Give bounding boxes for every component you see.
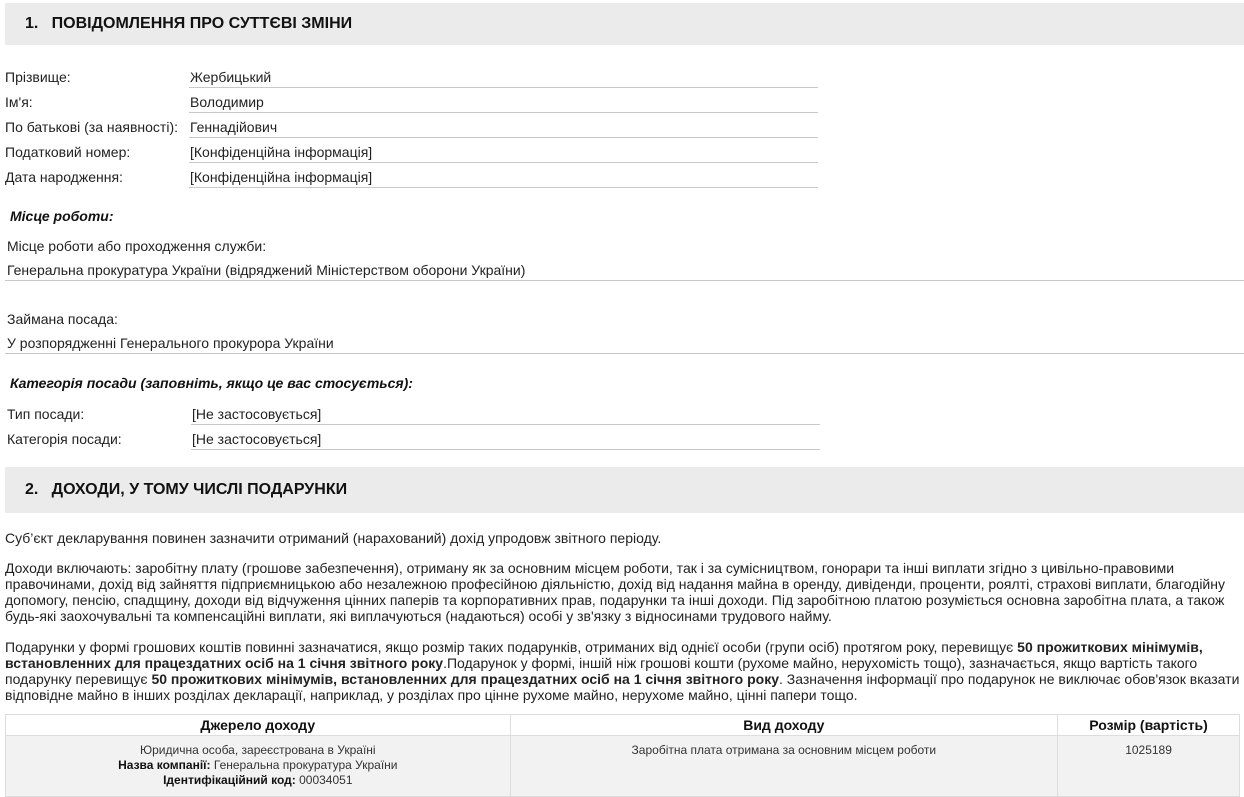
- gifts-text: . Зазначення інформації про подарунок не виключає обов'язок вказати відповідне майно в інших розділах декларації, наприклад, у розділах про цінне рухоме майно, нерухоме майно, цінні папери тощо.: [5, 671, 1240, 703]
- income-intro: Суб’єкт декларування повинен зазначити отриманий (нарахований) дохід упродовж звітного періоду.: [5, 530, 662, 546]
- field-value: Володимир: [190, 94, 264, 110]
- divider: [5, 280, 1244, 281]
- field-label: По батькові (за наявності):: [5, 119, 179, 135]
- field-value: [Не застосовується]: [192, 431, 322, 447]
- field-label: Ім'я:: [5, 94, 33, 110]
- divider: [5, 353, 1244, 354]
- field-value: [Конфіденційна інформація]: [190, 169, 373, 185]
- divider: [191, 449, 820, 450]
- section-1-header: 1. ПОВІДОМЛЕННЯ ПРО СУТТЄВІ ЗМІНИ: [5, 3, 1244, 45]
- source-type: Юридична особа, зареєстрована в Україні: [140, 743, 376, 757]
- gifts-threshold: 50 прожиткових мінімумів, встановленних для працездатних осіб на 1 січня звітного року: [151, 671, 780, 687]
- income-source-cell: [6, 736, 511, 797]
- workplace-label: Місце роботи або проходження служби:: [7, 238, 267, 254]
- column-header-amount: Розмір (вартість): [1058, 715, 1240, 736]
- field-tax-number: [5, 138, 820, 163]
- section-2-header: 2. ДОХОДИ, У ТОМУ ЧИСЛІ ПОДАРУНКИ: [5, 467, 1244, 513]
- code-value: 00034051: [295, 773, 353, 787]
- column-header-source: Джерело доходу: [6, 715, 511, 736]
- field-value: Геннадійович: [190, 119, 278, 135]
- field-value: [Не застосовується]: [192, 406, 322, 422]
- field-label: Податковий номер:: [5, 144, 131, 160]
- income-type-cell: Заробітна плата отримана за основним місцем роботи: [510, 736, 1058, 797]
- gifts-text: Подарунки у формі грошових коштів повинні зазначатися, якщо розмір таких подарунків, отриманих від однієї особи (групи осіб) протягом року, перевищує: [5, 639, 1018, 655]
- field-patronymic: [5, 113, 820, 138]
- field-label: Тип посади:: [7, 406, 85, 422]
- column-header-type: Вид доходу: [510, 715, 1058, 736]
- gifts-paragraph: [5, 639, 1241, 703]
- company-label: Назва компанії:: [118, 758, 211, 772]
- position-value: У розпорядженні Генерального прокурора України: [7, 335, 334, 351]
- field-label: Категорія посади:: [7, 431, 122, 447]
- field-first-name: [5, 88, 820, 113]
- position-label: Займана посада:: [7, 311, 118, 327]
- gifts-threshold: 50 прожиткових мінімумів, встановленних для працездатних осіб на 1 січня звітного року: [5, 639, 1203, 671]
- table-row: [6, 736, 1240, 797]
- workplace-value: Генеральна прокуратура України (відряджений Міністерством оборони України): [7, 262, 526, 278]
- code-label: Ідентифікаційний код:: [163, 773, 296, 787]
- income-table: [5, 714, 1240, 797]
- field-label: Дата народження:: [5, 169, 123, 185]
- field-position-type: [7, 400, 822, 425]
- company-code: [10, 773, 506, 788]
- field-label: Прізвище:: [5, 69, 71, 85]
- company-value: Генеральна прокуратура України: [210, 758, 398, 772]
- table-header-row: [6, 715, 1240, 736]
- company-name: [10, 758, 506, 773]
- category-heading: Категорія посади (заповніть, якщо це вас стосується):: [10, 375, 413, 391]
- workplace-heading: Місце роботи:: [10, 208, 114, 224]
- field-birth-date: [5, 163, 820, 188]
- income-amount-cell: 1025189: [1058, 736, 1240, 797]
- field-value: [Конфіденційна інформація]: [190, 144, 373, 160]
- field-surname: [5, 63, 820, 88]
- income-definition: Доходи включають: заробітну плату (грошове забезпечення), отриману як за основним місцем роботи, так і за сумісництвом, гонорари та інші виплати згідно з цивільно-правовими правочинами, дохід від зайняття підприємницькою або незалежною професійною діяльністю, дохід від надання майна в оренду, дивіденди, проценти, роялті, страхові виплати, благодійну допомогу, пенсію, спадщину, доходи від відчуження цінних паперів та корпоративних прав, подарунки та інші доходи. Під заробітною платою розуміється основна заробітна плата, а також будь-які заохочувальні та компенсаційні виплати, які виплачуються (надаються) особі у зв'язку з відносинами трудового найму.: [5, 560, 1225, 624]
- gifts-text: .Подарунок у формі, іншій ніж грошові кошти (рухоме майно, нерухомість тощо), зазначається, якщо вартість такого подарунку перевищує: [5, 655, 1198, 687]
- field-position-category: [7, 425, 822, 450]
- field-value: Жербицький: [190, 69, 272, 85]
- divider: [189, 187, 818, 188]
